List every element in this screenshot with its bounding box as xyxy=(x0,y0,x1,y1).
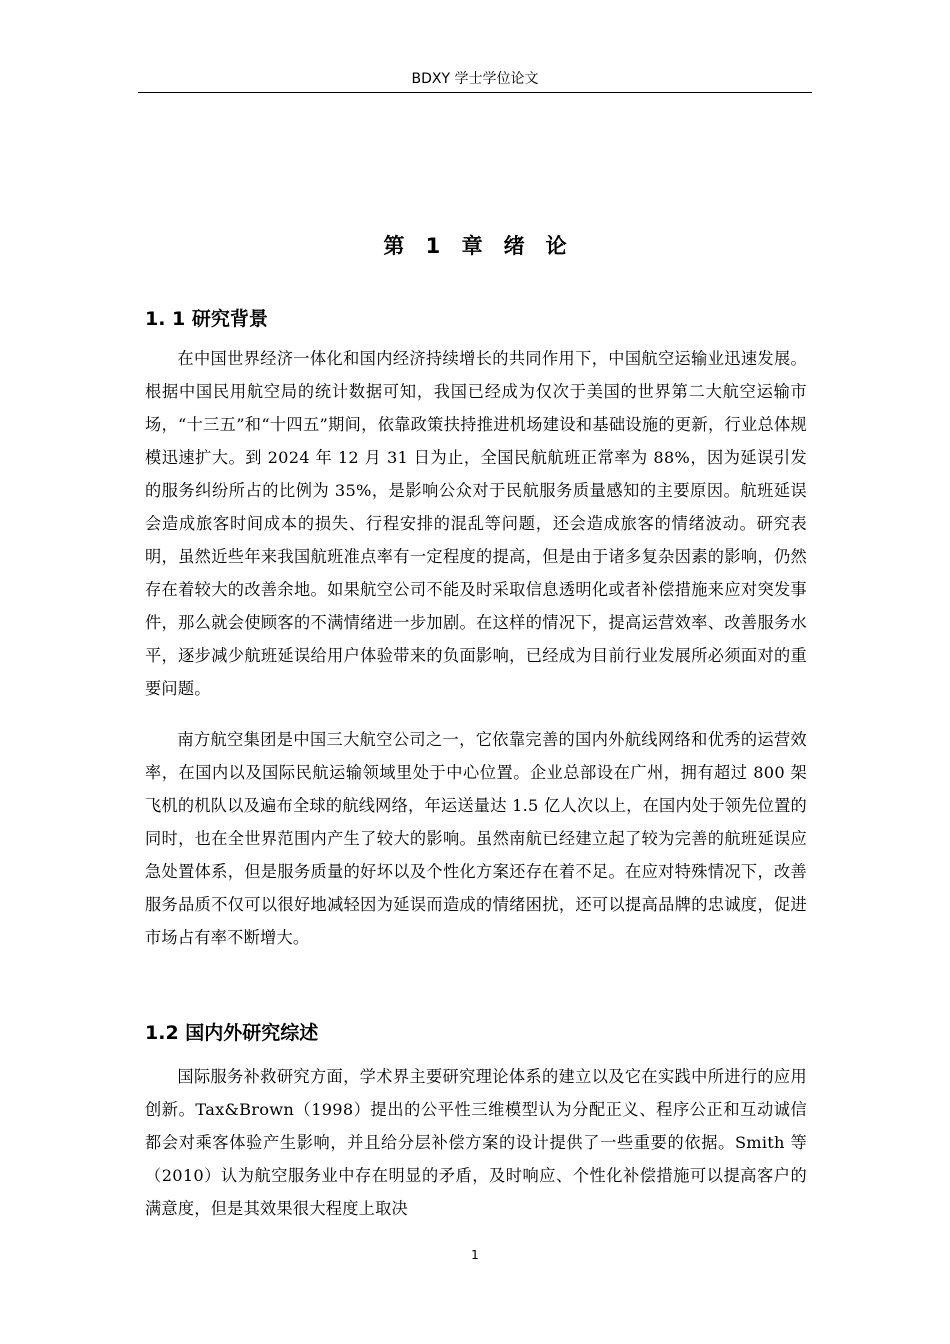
section-heading-literature-review: 1.2 国内外研究综述 xyxy=(145,1022,319,1044)
page-number: 1 xyxy=(471,1248,479,1262)
paragraph: 在中国世界经济一体化和国内经济持续增长的共同作用下，中国航空运输业迅速发展。根据中国民用航空局的统计数据可知，我国已经成为仅次于美国的世界第二大航空运输市场，“十三五”和“十四五”期间，依靠政策扶持推进机场建设和基础设施的更新，行业总体规模迅速扩大。到 2024 年 12 月 31 日为止，全国民航航班正常率为 88%，因为延误引发的服务纠纷所占的比例为 35%，是影响公众对于民航服务质量感知的主要原因。航班延误会造成旅客时间成本的损失、行程安排的混乱等问题，还会造成旅客的情绪波动。研究表明，虽然近些年来我国航班准点率有一定程度的提高，但是由于诸多复杂因素的影响，仍然存在着较大的改善余地。如果航空公司不能及时采取信息透明化或者补偿措施来应对突发事件，那么就会使顾客的不满情绪进一步加剧。在这样的情况下，提高运营效率、改善服务水平，逐步减少航班延误给用户体验带来的负面影响，已经成为目前行业发展所必须面对的重要问题。 xyxy=(145,349,807,698)
paragraph: 国际服务补救研究方面，学术界主要研究理论体系的建立以及它在实践中所进行的应用创新。Tax&Brown（1998）提出的公平性三维模型认为分配正义、程序公正和互动诚信都会对乘客体验产生影响，并且给分层补偿方案的设计提供了一些重要的依据。Smith 等（2010）认为航空服务业中存在明显的矛盾，及时响应、个性化补偿措施可以提高客户的满意度，但是其效果很大程度上取决 xyxy=(145,1067,807,1218)
chapter-title: 第 1 章 绪 论 xyxy=(383,234,567,258)
running-header: BDXY 学士学位论文 xyxy=(411,71,539,87)
paragraph: 南方航空集团是中国三大航空公司之一，它依靠完善的国内外航线网络和优秀的运营效率，在国内以及国际民航运输领域里处于中心位置。企业总部设在广州，拥有超过 800 架飞机的机队以及遍布全球的航线网络，年运送量达 1.5 亿人次以上，在国内处于领先位置的同时，也在全世界范围内产生了较大的影响。虽然南航已经建立起了较为完善的航班延误应急处置体系，但是服务质量的好坏以及个性化方案还存在着不足。在应对特殊情况下，改善服务品质不仅可以很好地减轻因为延误而造成的情绪困扰，还可以提高品牌的忠诚度，促进市场占有率不断增大。 xyxy=(145,730,807,947)
header-rule xyxy=(138,92,812,93)
section-heading-research-background: 1. 1 研究背景 xyxy=(145,308,268,330)
